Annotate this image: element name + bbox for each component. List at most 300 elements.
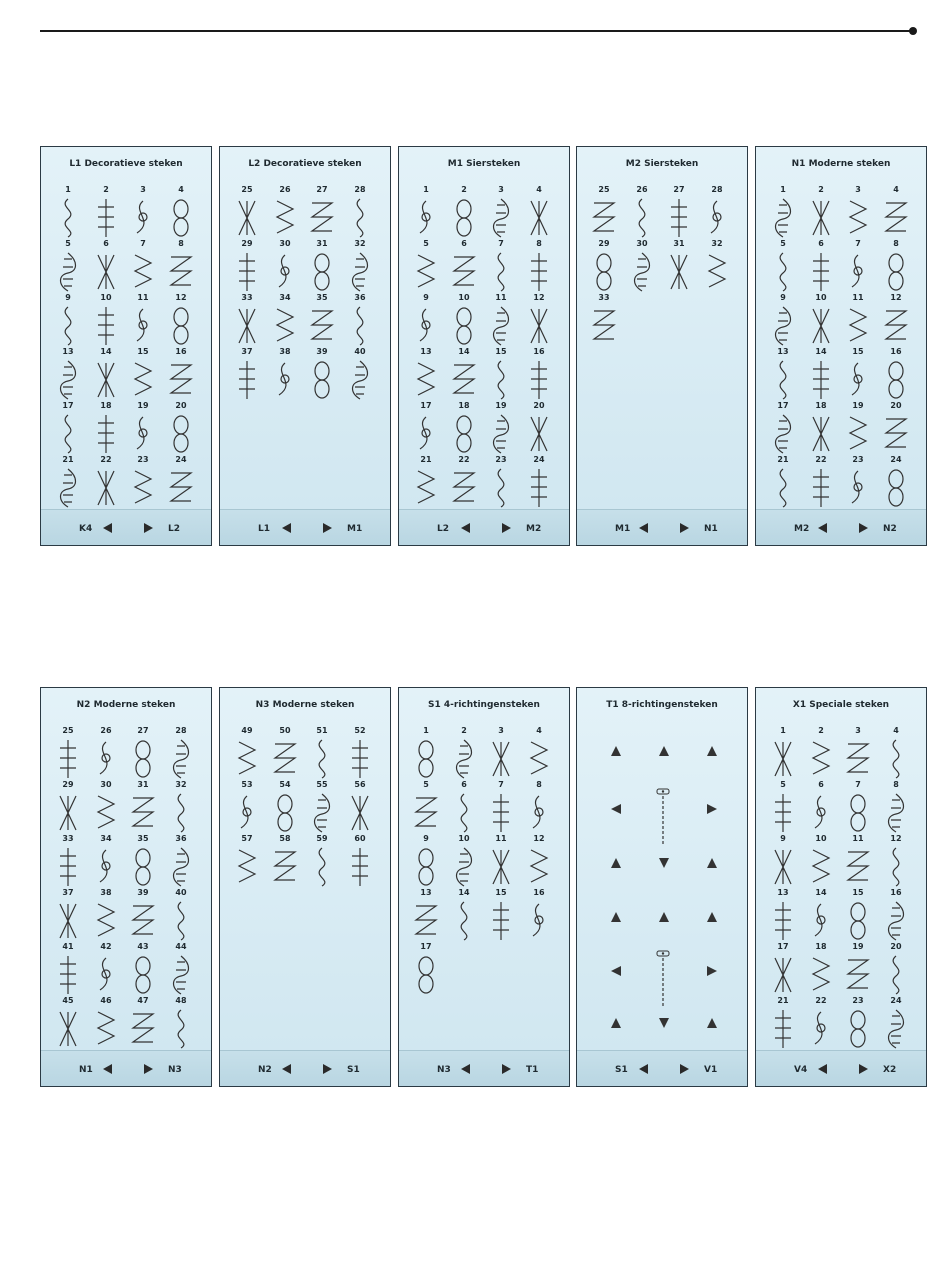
stitch-number: 6 [461,239,467,248]
stitch-item[interactable] [841,401,875,451]
stitch-item[interactable] [447,455,481,505]
next-menu-label[interactable]: M1 [347,524,363,534]
stitch-item[interactable] [879,942,913,992]
stitch-number: 12 [890,834,902,843]
stitch-item[interactable] [51,401,85,451]
direction-arrow-icon[interactable] [659,858,669,868]
stitch-number: 12 [175,293,187,302]
stitch-item[interactable] [230,780,264,830]
stitch-item[interactable] [522,185,556,235]
stitch-item[interactable] [89,726,123,776]
stitch-item[interactable] [841,455,875,505]
stitch-item[interactable] [766,780,800,830]
next-menu-label[interactable]: N2 [883,524,897,534]
stitch-number: 10 [815,293,827,302]
stitch-item[interactable] [126,401,160,451]
stitch-item[interactable] [409,780,443,830]
stitch-item[interactable] [126,185,160,235]
arrow-left-icon[interactable] [639,523,648,533]
stitch-item[interactable] [879,185,913,235]
stitch-item[interactable] [126,726,160,776]
stitch-item[interactable] [164,455,198,505]
stitch-item[interactable] [164,293,198,343]
stitch-item[interactable] [522,239,556,289]
stitch-item[interactable] [662,185,696,235]
stitch-item[interactable] [343,834,377,884]
stitch-item[interactable] [409,726,443,776]
stitch-item[interactable] [164,942,198,992]
stitch-panel [219,146,391,546]
stitch-item[interactable] [447,239,481,289]
arrow-right-icon[interactable] [502,523,511,533]
stitch-item[interactable] [484,347,518,397]
stitch-item[interactable] [51,996,85,1046]
prev-menu-label[interactable]: N1 [79,1065,93,1075]
stitch-item[interactable] [409,888,443,938]
arrow-right-icon[interactable] [323,1064,332,1074]
arrow-right-icon[interactable] [680,523,689,533]
stitch-item[interactable] [484,239,518,289]
stitch-number: 10 [458,293,470,302]
stitch-item[interactable] [51,834,85,884]
stitch-item[interactable] [89,185,123,235]
stitch-number: 3 [855,726,861,735]
stitch-item[interactable] [409,401,443,451]
stitch-item[interactable] [522,726,556,776]
stitch-number: 16 [533,888,545,897]
stitch-item[interactable] [409,455,443,505]
stitch-item[interactable] [484,888,518,938]
direction-arrow-icon[interactable] [707,912,717,922]
stitch-number: 1 [65,185,71,194]
stitch-number: 5 [780,239,786,248]
stitch-item[interactable] [164,996,198,1046]
next-menu-label[interactable]: T1 [526,1065,539,1075]
arrow-right-icon[interactable] [144,523,153,533]
panel-title: X1 Speciale steken [792,700,890,710]
direction-arrow-icon[interactable] [611,1018,621,1028]
stitch-number: 35 [137,834,149,843]
stitch-item[interactable] [484,455,518,505]
stitch-item[interactable] [305,239,339,289]
stitch-item[interactable] [343,780,377,830]
stitch-item[interactable] [126,293,160,343]
prev-menu-label[interactable]: S1 [615,1065,628,1075]
stitch-item[interactable] [804,185,838,235]
stitch-item[interactable] [522,834,556,884]
stitch-item[interactable] [89,347,123,397]
stitch-item[interactable] [804,347,838,397]
stitch-item[interactable] [164,726,198,776]
stitch-item[interactable] [164,834,198,884]
stitch-item[interactable] [625,185,659,235]
direction-arrow-icon[interactable] [707,1018,717,1028]
stitch-item[interactable] [409,293,443,343]
stitch-item[interactable] [522,888,556,938]
stitch-item[interactable] [89,942,123,992]
stitch-item[interactable] [484,780,518,830]
prev-menu-label[interactable]: L2 [437,524,449,534]
stitch-number: 45 [62,996,74,1005]
prev-menu-label[interactable]: V4 [794,1065,808,1075]
stitch-item[interactable] [766,996,800,1046]
arrow-right-icon[interactable] [323,523,332,533]
direction-arrow-icon[interactable] [659,912,669,922]
stitch-item[interactable] [89,239,123,289]
stitch-item[interactable] [841,996,875,1046]
stitch-item[interactable] [409,185,443,235]
next-menu-label[interactable]: V1 [704,1065,718,1075]
stitch-item[interactable] [841,293,875,343]
stitch-item[interactable] [409,239,443,289]
needle-position-icon [656,950,670,1010]
stitch-item[interactable] [879,347,913,397]
stitch-item[interactable] [447,888,481,938]
stitch-item[interactable] [522,347,556,397]
stitch-item[interactable] [89,455,123,505]
direction-arrow-icon[interactable] [611,912,621,922]
stitch-item[interactable] [126,942,160,992]
stitch-item[interactable] [804,942,838,992]
arrow-left-icon[interactable] [103,523,112,533]
stitch-item[interactable] [268,780,302,830]
stitch-number: 38 [279,347,291,356]
stitch-number: 24 [175,455,187,464]
stitch-item[interactable] [126,996,160,1046]
stitch-panel [576,146,748,546]
direction-arrow-icon[interactable] [611,858,621,868]
stitch-number: 39 [137,888,149,897]
stitch-item[interactable] [766,185,800,235]
stitch-number: 6 [818,780,824,789]
stitch-item[interactable] [164,239,198,289]
stitch-item[interactable] [447,834,481,884]
stitch-number: 16 [890,347,902,356]
stitch-item[interactable] [447,401,481,451]
arrow-left-icon[interactable] [818,1064,827,1074]
stitch-item[interactable] [89,780,123,830]
stitch-item[interactable] [51,185,85,235]
stitch-item[interactable] [484,293,518,343]
stitch-number: 25 [62,726,74,735]
stitch-item[interactable] [126,834,160,884]
stitch-number: 9 [423,293,429,302]
stitch-item[interactable] [484,185,518,235]
stitch-number: 14 [815,347,827,356]
stitch-item[interactable] [343,293,377,343]
stitch-number: 1 [423,185,429,194]
arrow-left-icon[interactable] [818,523,827,533]
stitch-item[interactable] [587,185,621,235]
stitch-item[interactable] [522,780,556,830]
stitch-item[interactable] [804,834,838,884]
next-menu-label[interactable]: N3 [168,1065,182,1075]
stitch-item[interactable] [841,888,875,938]
stitch-number: 12 [533,834,545,843]
stitch-item[interactable] [164,780,198,830]
stitch-number: 3 [140,185,146,194]
stitch-item[interactable] [804,888,838,938]
stitch-item[interactable] [662,239,696,289]
stitch-item[interactable] [126,347,160,397]
stitch-number: 29 [241,239,253,248]
direction-arrow-icon[interactable] [707,966,717,976]
stitch-number: 1 [780,726,786,735]
stitch-item[interactable] [522,293,556,343]
stitch-item[interactable] [879,726,913,776]
stitch-item[interactable] [804,293,838,343]
stitch-item[interactable] [230,347,264,397]
stitch-item[interactable] [343,239,377,289]
stitch-item[interactable] [305,834,339,884]
direction-arrow-icon[interactable] [707,858,717,868]
stitch-item[interactable] [343,347,377,397]
direction-arrow-icon[interactable] [707,804,717,814]
prev-menu-label[interactable]: M1 [615,524,631,534]
arrow-left-icon[interactable] [103,1064,112,1074]
stitch-item[interactable] [51,726,85,776]
stitch-item[interactable] [89,293,123,343]
stitch-number: 32 [175,780,187,789]
stitch-number: 26 [100,726,112,735]
stitch-number: 37 [241,347,253,356]
panel-footer [577,1050,747,1086]
stitch-number: 10 [458,834,470,843]
stitch-number: 60 [354,834,366,843]
stitch-item[interactable] [409,942,443,992]
stitch-item[interactable] [484,726,518,776]
stitch-number: 7 [498,780,504,789]
prev-menu-label[interactable]: K4 [79,524,93,534]
stitch-item[interactable] [625,239,659,289]
stitch-item[interactable] [268,347,302,397]
stitch-number: 2 [818,726,824,735]
stitch-item[interactable] [409,834,443,884]
stitch-item[interactable] [51,455,85,505]
stitch-item[interactable] [343,185,377,235]
prev-menu-label[interactable]: L1 [258,524,270,534]
stitch-number: 3 [855,185,861,194]
stitch-panel [40,687,212,1087]
stitch-number: 47 [137,996,149,1005]
direction-arrow-icon[interactable] [611,804,621,814]
direction-arrow-icon[interactable] [611,746,621,756]
stitch-number: 33 [598,293,610,302]
stitch-item[interactable] [126,239,160,289]
stitch-number: 50 [279,726,291,735]
direction-arrow-icon[interactable] [659,1018,669,1028]
stitch-number: 14 [100,347,112,356]
stitch-item[interactable] [89,834,123,884]
stitch-number: 23 [137,455,149,464]
stitch-item[interactable] [841,185,875,235]
stitch-item[interactable] [305,185,339,235]
next-menu-label[interactable]: L2 [168,524,180,534]
stitch-item[interactable] [879,834,913,884]
stitch-item[interactable] [164,347,198,397]
stitch-item[interactable] [879,455,913,505]
stitch-item[interactable] [766,888,800,938]
stitch-item[interactable] [164,185,198,235]
arrow-right-icon[interactable] [144,1064,153,1074]
stitch-item[interactable] [164,888,198,938]
stitch-item[interactable] [409,347,443,397]
stitch-number: 52 [354,726,366,735]
panel-footer [399,1050,569,1086]
stitch-item[interactable] [51,942,85,992]
arrow-right-icon[interactable] [859,1064,868,1074]
arrow-right-icon[interactable] [502,1064,511,1074]
direction-arrow-icon[interactable] [611,966,621,976]
stitch-item[interactable] [230,293,264,343]
stitch-item[interactable] [89,888,123,938]
stitch-item[interactable] [700,185,734,235]
stitch-item[interactable] [804,455,838,505]
direction-arrow-icon[interactable] [707,746,717,756]
stitch-item[interactable] [804,401,838,451]
stitch-number: 35 [316,293,328,302]
stitch-item[interactable] [447,347,481,397]
stitch-number: 12 [890,293,902,302]
stitch-item[interactable] [587,239,621,289]
stitch-item[interactable] [841,239,875,289]
stitch-number: 28 [175,726,187,735]
stitch-item[interactable] [51,293,85,343]
stitch-item[interactable] [305,293,339,343]
panel-title: N2 Moderne steken [76,700,176,710]
stitch-item[interactable] [766,834,800,884]
stitch-item[interactable] [447,726,481,776]
panel-title: M2 Siersteken [625,159,699,169]
stitch-number: 27 [673,185,685,194]
stitch-item[interactable] [879,780,913,830]
stitch-item[interactable] [89,401,123,451]
arrow-left-icon[interactable] [639,1064,648,1074]
stitch-item[interactable] [804,239,838,289]
stitch-number: 5 [65,239,71,248]
stitch-item[interactable] [51,888,85,938]
stitch-item[interactable] [305,726,339,776]
panel-title: S1 4-richtingensteken [428,700,540,710]
prev-menu-label[interactable]: M2 [794,524,810,534]
stitch-number: 4 [893,726,899,735]
arrow-left-icon[interactable] [461,523,470,533]
stitch-item[interactable] [164,401,198,451]
prev-menu-label[interactable]: N3 [437,1065,451,1075]
stitch-item[interactable] [126,780,160,830]
stitch-item[interactable] [484,401,518,451]
stitch-item[interactable] [230,726,264,776]
stitch-item[interactable] [841,942,875,992]
stitch-item[interactable] [766,239,800,289]
next-menu-label[interactable]: N1 [704,524,718,534]
stitch-item[interactable] [766,347,800,397]
stitch-item[interactable] [766,942,800,992]
stitch-number: 32 [354,239,366,248]
stitch-item[interactable] [126,455,160,505]
stitch-number: 17 [777,942,789,951]
stitch-item[interactable] [766,726,800,776]
stitch-item[interactable] [879,996,913,1046]
stitch-number: 4 [536,726,542,735]
stitch-item[interactable] [804,780,838,830]
next-menu-label[interactable]: S1 [347,1065,360,1075]
stitch-item[interactable] [268,185,302,235]
stitch-item[interactable] [305,780,339,830]
stitch-item[interactable] [804,726,838,776]
stitch-item[interactable] [268,293,302,343]
stitch-item[interactable] [522,401,556,451]
stitch-panel [219,687,391,1087]
stitch-item[interactable] [841,834,875,884]
stitch-item[interactable] [230,834,264,884]
stitch-number: 18 [458,401,470,410]
arrow-right-icon[interactable] [859,523,868,533]
stitch-item[interactable] [343,726,377,776]
stitch-item[interactable] [447,293,481,343]
stitch-item[interactable] [268,239,302,289]
stitch-number: 31 [673,239,685,248]
stitch-number: 11 [852,293,864,302]
stitch-number: 21 [777,996,789,1005]
stitch-panel [755,687,927,1087]
stitch-item[interactable] [126,888,160,938]
stitch-item[interactable] [268,834,302,884]
stitch-item[interactable] [879,888,913,938]
stitch-item[interactable] [804,996,838,1046]
stitch-item[interactable] [700,239,734,289]
next-menu-label[interactable]: M2 [526,524,542,534]
arrow-left-icon[interactable] [282,523,291,533]
stitch-item[interactable] [447,185,481,235]
stitch-panel [755,146,927,546]
stitch-item[interactable] [841,780,875,830]
stitch-item[interactable] [447,780,481,830]
arrow-right-icon[interactable] [680,1064,689,1074]
stitch-item[interactable] [51,347,85,397]
stitch-item[interactable] [766,455,800,505]
stitch-item[interactable] [51,239,85,289]
stitch-item[interactable] [766,401,800,451]
stitch-number: 29 [62,780,74,789]
stitch-item[interactable] [879,401,913,451]
stitch-item[interactable] [841,726,875,776]
stitch-number: 22 [458,455,470,464]
next-menu-label[interactable]: X2 [883,1065,897,1075]
stitch-item[interactable] [89,996,123,1046]
stitch-item[interactable] [841,347,875,397]
arrow-left-icon[interactable] [282,1064,291,1074]
stitch-item[interactable] [230,185,264,235]
prev-menu-label[interactable]: N2 [258,1065,272,1075]
stitch-number: 15 [495,888,507,897]
stitch-item[interactable] [484,834,518,884]
stitch-item[interactable] [522,455,556,505]
stitch-item[interactable] [879,239,913,289]
stitch-item[interactable] [305,347,339,397]
stitch-item[interactable] [268,726,302,776]
stitch-item[interactable] [879,293,913,343]
direction-arrow-icon[interactable] [659,746,669,756]
stitch-item[interactable] [766,293,800,343]
stitch-item[interactable] [51,780,85,830]
stitch-number: 15 [495,347,507,356]
panel-footer [220,1050,390,1086]
stitch-item[interactable] [230,239,264,289]
stitch-item[interactable] [587,293,621,343]
needle-position-icon [656,788,670,848]
arrow-left-icon[interactable] [461,1064,470,1074]
